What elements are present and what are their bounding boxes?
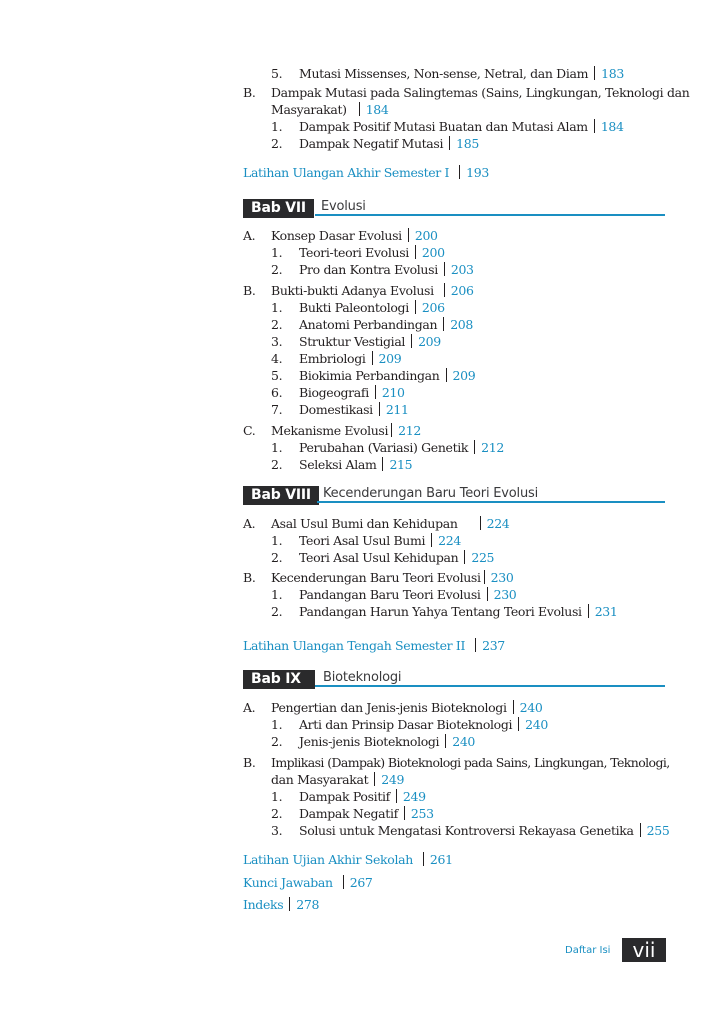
separator <box>343 875 344 889</box>
footer-page-number: vii <box>622 938 666 962</box>
entry-text: Pandangan Baru Teori Evolusi <box>299 587 481 602</box>
toc-entry-ujian[interactable] <box>243 852 453 868</box>
separator <box>475 638 476 652</box>
chapter-header-bab-9[interactable] <box>243 670 665 689</box>
separator <box>359 102 360 116</box>
entry-text: Seleksi Alam <box>299 457 377 472</box>
entry-text: Teori Asal Usul Bumi <box>299 533 426 548</box>
page-number: 240 <box>452 734 476 749</box>
toc-entry-indeks[interactable] <box>243 897 319 913</box>
entry-text: Perubahan (Variasi) Genetik <box>299 440 469 455</box>
separator <box>446 368 447 382</box>
chapter-title: Kecenderungan Baru Teori Evolusi <box>323 486 538 501</box>
separator <box>415 300 416 314</box>
entry-text: Kunci Jawaban <box>243 875 333 890</box>
chapter-badge: Bab VII <box>243 199 314 218</box>
separator <box>459 165 460 179</box>
chapter-title: Evolusi <box>321 199 366 214</box>
entry-text: Dampak Negatif <box>299 806 398 821</box>
page-number: 209 <box>418 334 441 349</box>
entry-text: Dampak Positif <box>299 789 390 804</box>
entry-text: Biokimia Perbandingan <box>299 368 440 383</box>
page-number: 209 <box>378 351 402 366</box>
chapter-rule <box>315 214 665 216</box>
separator <box>372 351 373 365</box>
entry-text: Solusi untuk Mengatasi Kontroversi Rekayasa Genetika <box>299 823 634 838</box>
entry-text: Mutasi Missenses, Non-sense, Netral, dan Diam <box>299 66 589 81</box>
separator <box>444 262 445 276</box>
page-number: 240 <box>519 700 543 715</box>
separator <box>464 550 465 564</box>
page-number: 231 <box>594 604 618 619</box>
entry-text: Anatomi Perbandingan <box>299 317 438 332</box>
page-number: 230 <box>490 570 514 585</box>
entry-text: Pengertian dan Jenis-jenis Bioteknologi <box>271 700 507 715</box>
entry-text: Dampak Positif Mutasi Buatan dan Mutasi Alam <box>299 119 588 134</box>
chapter-rule <box>317 501 665 503</box>
page-number: 206 <box>450 283 474 298</box>
entry-text: Embriologi <box>299 351 366 366</box>
separator <box>379 402 380 416</box>
entry-text: Domestikasi <box>299 402 373 417</box>
page-number: 208 <box>450 317 473 332</box>
page-number: 183 <box>601 66 624 81</box>
page-number: 267 <box>349 875 373 890</box>
page-number: 249 <box>381 772 405 787</box>
page-number: 209 <box>452 368 476 383</box>
separator <box>289 897 290 911</box>
page-number: 237 <box>482 638 505 653</box>
toc-entry-latihan-2[interactable] <box>243 638 505 654</box>
separator <box>404 806 405 820</box>
separator <box>443 317 444 331</box>
entry-text: Latihan Ulangan Akhir Semester I <box>243 165 450 180</box>
separator <box>415 245 416 259</box>
page-number: 249 <box>402 789 426 804</box>
page-number: 211 <box>385 402 409 417</box>
entry-text: Implikasi (Dampak) Bioteknologi pada Sains, Lingkungan, Teknologi, <box>271 755 670 770</box>
page-number: 203 <box>450 262 474 277</box>
entry-text: Pro dan Kontra Evolusi <box>299 262 438 277</box>
entry-text: Kecenderungan Baru Teori Evolusi <box>271 570 481 585</box>
entry-text: Latihan Ulangan Tengah Semester II <box>243 638 466 653</box>
separator <box>588 604 589 618</box>
separator <box>474 440 475 454</box>
page-number: 230 <box>493 587 517 602</box>
toc-entry-kunci[interactable] <box>243 875 373 891</box>
separator <box>382 457 383 471</box>
entry-text: dan Masyarakat <box>271 772 369 787</box>
entry-text: Mekanisme Evolusi <box>271 423 389 438</box>
entry-text: Struktur Vestigial <box>299 334 406 349</box>
separator <box>391 423 392 437</box>
page-number: 184 <box>365 102 389 117</box>
separator <box>423 852 424 866</box>
separator <box>411 334 412 348</box>
toc-page: 5. Mutasi Missenses, Non-sense, Netral, dan Diam 183 B. Dampak Mutasi pada Salingtemas (Sains, Lingkungan, Teknologi dan Masyarakat) 184 1. Dampak Positif Mutasi Buatan dan Mutasi Alam 184 2. Dampak Negatif Mutasi 185 Latihan Ulangan Akhir Semester I 193 Bab VII Evolusi A. Konsep Dasar Evolusi 200 1. Teori-teori Evolusi 200 2. Pro dan Kontra Evolusi 203 B. Bukti-bukti Adanya Evolusi 206 1. Bukti Paleontologi 206 2. Anatomi Perbandingan 208 3. Struktur Vestigial 209 4. Embriologi 209 5. Biokimia Perbandingan 209 6. Biogeografi 210 7. Domestikasi 211 C. Mekanisme Evolusi 212 1. Perubahan (Variasi) Genetik 212 2. Seleksi Alam 215 Bab VIII Kecenderungan Baru Teori Evolusi A. Asal Usul Bumi dan Kehidupan 224 1. Teori Asal Usul Bumi 224 2. Teori Asal Usul Kehidupan 225 B. Kecenderungan Baru Teori Evolusi 230 1. Pandangan Baru Teori Evolusi 230 2. Pandangan Harun Yahya Tentang Teori Evolusi 231 Latihan Ulangan Tengah Semester II 237 Bab IX Bioteknologi A. Pengertian dan Jenis-jenis Bioteknologi 240 1. Arti dan Prinsip Dasar Bioteknologi 240 2. Jenis-jenis Bioteknologi 240 B. Implikasi (Dampak) Bioteknologi pada Sains, Lingkungan, Teknologi, dan Masyarakat 249 1. Dampak Positif 249 2. Dampak Negatif 253 3. Solusi untuk Mengatasi Kontroversi Rekayasa Genetika 255 Latihan Ujian Akhir Sekolah 261 Kunci Jawaban 267 Indeks 278 Daftar Isi vii <box>243 66 690 962</box>
page-number: 225 <box>471 550 495 565</box>
page-number: 200 <box>414 228 438 243</box>
page-number: 210 <box>381 385 405 400</box>
entry-text: Arti dan Prinsip Dasar Bioteknologi <box>299 717 513 732</box>
footer-section-label: Daftar Isi <box>565 945 611 956</box>
separator <box>445 734 446 748</box>
separator <box>449 136 450 150</box>
entry-text: Asal Usul Bumi dan Kehidupan <box>271 516 458 531</box>
page-number: 255 <box>646 823 670 838</box>
entry-text: Konsep Dasar Evolusi <box>271 228 402 243</box>
separator <box>518 717 519 731</box>
page-number: 278 <box>296 897 320 912</box>
chapter-header-bab-8[interactable] <box>243 486 665 505</box>
chapter-rule <box>315 685 665 687</box>
toc-entry-latihan-1[interactable] <box>243 165 489 181</box>
page-number: 212 <box>481 440 504 455</box>
page-number: 253 <box>410 806 434 821</box>
separator <box>374 772 375 786</box>
entry-text: Teori Asal Usul Kehidupan <box>299 550 459 565</box>
separator <box>408 228 409 242</box>
entry-text: Bukti-bukti Adanya Evolusi <box>271 283 434 298</box>
page-number: 193 <box>466 165 489 180</box>
separator <box>594 119 595 133</box>
page-number: 200 <box>421 245 445 260</box>
separator <box>513 700 514 714</box>
entry-text: Dampak Mutasi pada Salingtemas (Sains, Lingkungan, Teknologi dan <box>271 85 690 100</box>
entry-text: Biogeografi <box>299 385 369 400</box>
page-number: 206 <box>421 300 445 315</box>
chapter-badge: Bab VIII <box>243 486 319 505</box>
page-number: 185 <box>456 136 479 151</box>
separator <box>594 66 595 80</box>
page-number: 184 <box>600 119 624 134</box>
entry-text: Pandangan Harun Yahya Tentang Teori Evolusi <box>299 604 582 619</box>
chapter-header-bab-7[interactable] <box>243 199 665 218</box>
entry-text: Bukti Paleontologi <box>299 300 409 315</box>
separator <box>431 533 432 547</box>
separator <box>375 385 376 399</box>
page-number: 215 <box>389 457 413 472</box>
page-number: 224 <box>486 516 510 531</box>
separator <box>480 516 481 530</box>
entry-text: Masyarakat) <box>271 102 347 117</box>
page-number: 261 <box>429 852 453 867</box>
separator <box>484 570 485 584</box>
entry-text: Dampak Negatif Mutasi <box>299 136 444 151</box>
page-number: 212 <box>398 423 421 438</box>
separator <box>640 823 641 837</box>
separator <box>396 789 397 803</box>
page-number: 240 <box>525 717 548 732</box>
separator <box>487 587 488 601</box>
page-number: 224 <box>438 533 461 548</box>
chapter-title: Bioteknologi <box>323 670 402 685</box>
entry-text: Teori-teori Evolusi <box>299 245 409 260</box>
chapter-badge: Bab IX <box>243 670 315 689</box>
entry-text: Indeks <box>243 897 284 912</box>
separator <box>444 283 445 297</box>
entry-text: Latihan Ujian Akhir Sekolah <box>243 852 413 867</box>
entry-text: Jenis-jenis Bioteknologi <box>299 734 440 749</box>
